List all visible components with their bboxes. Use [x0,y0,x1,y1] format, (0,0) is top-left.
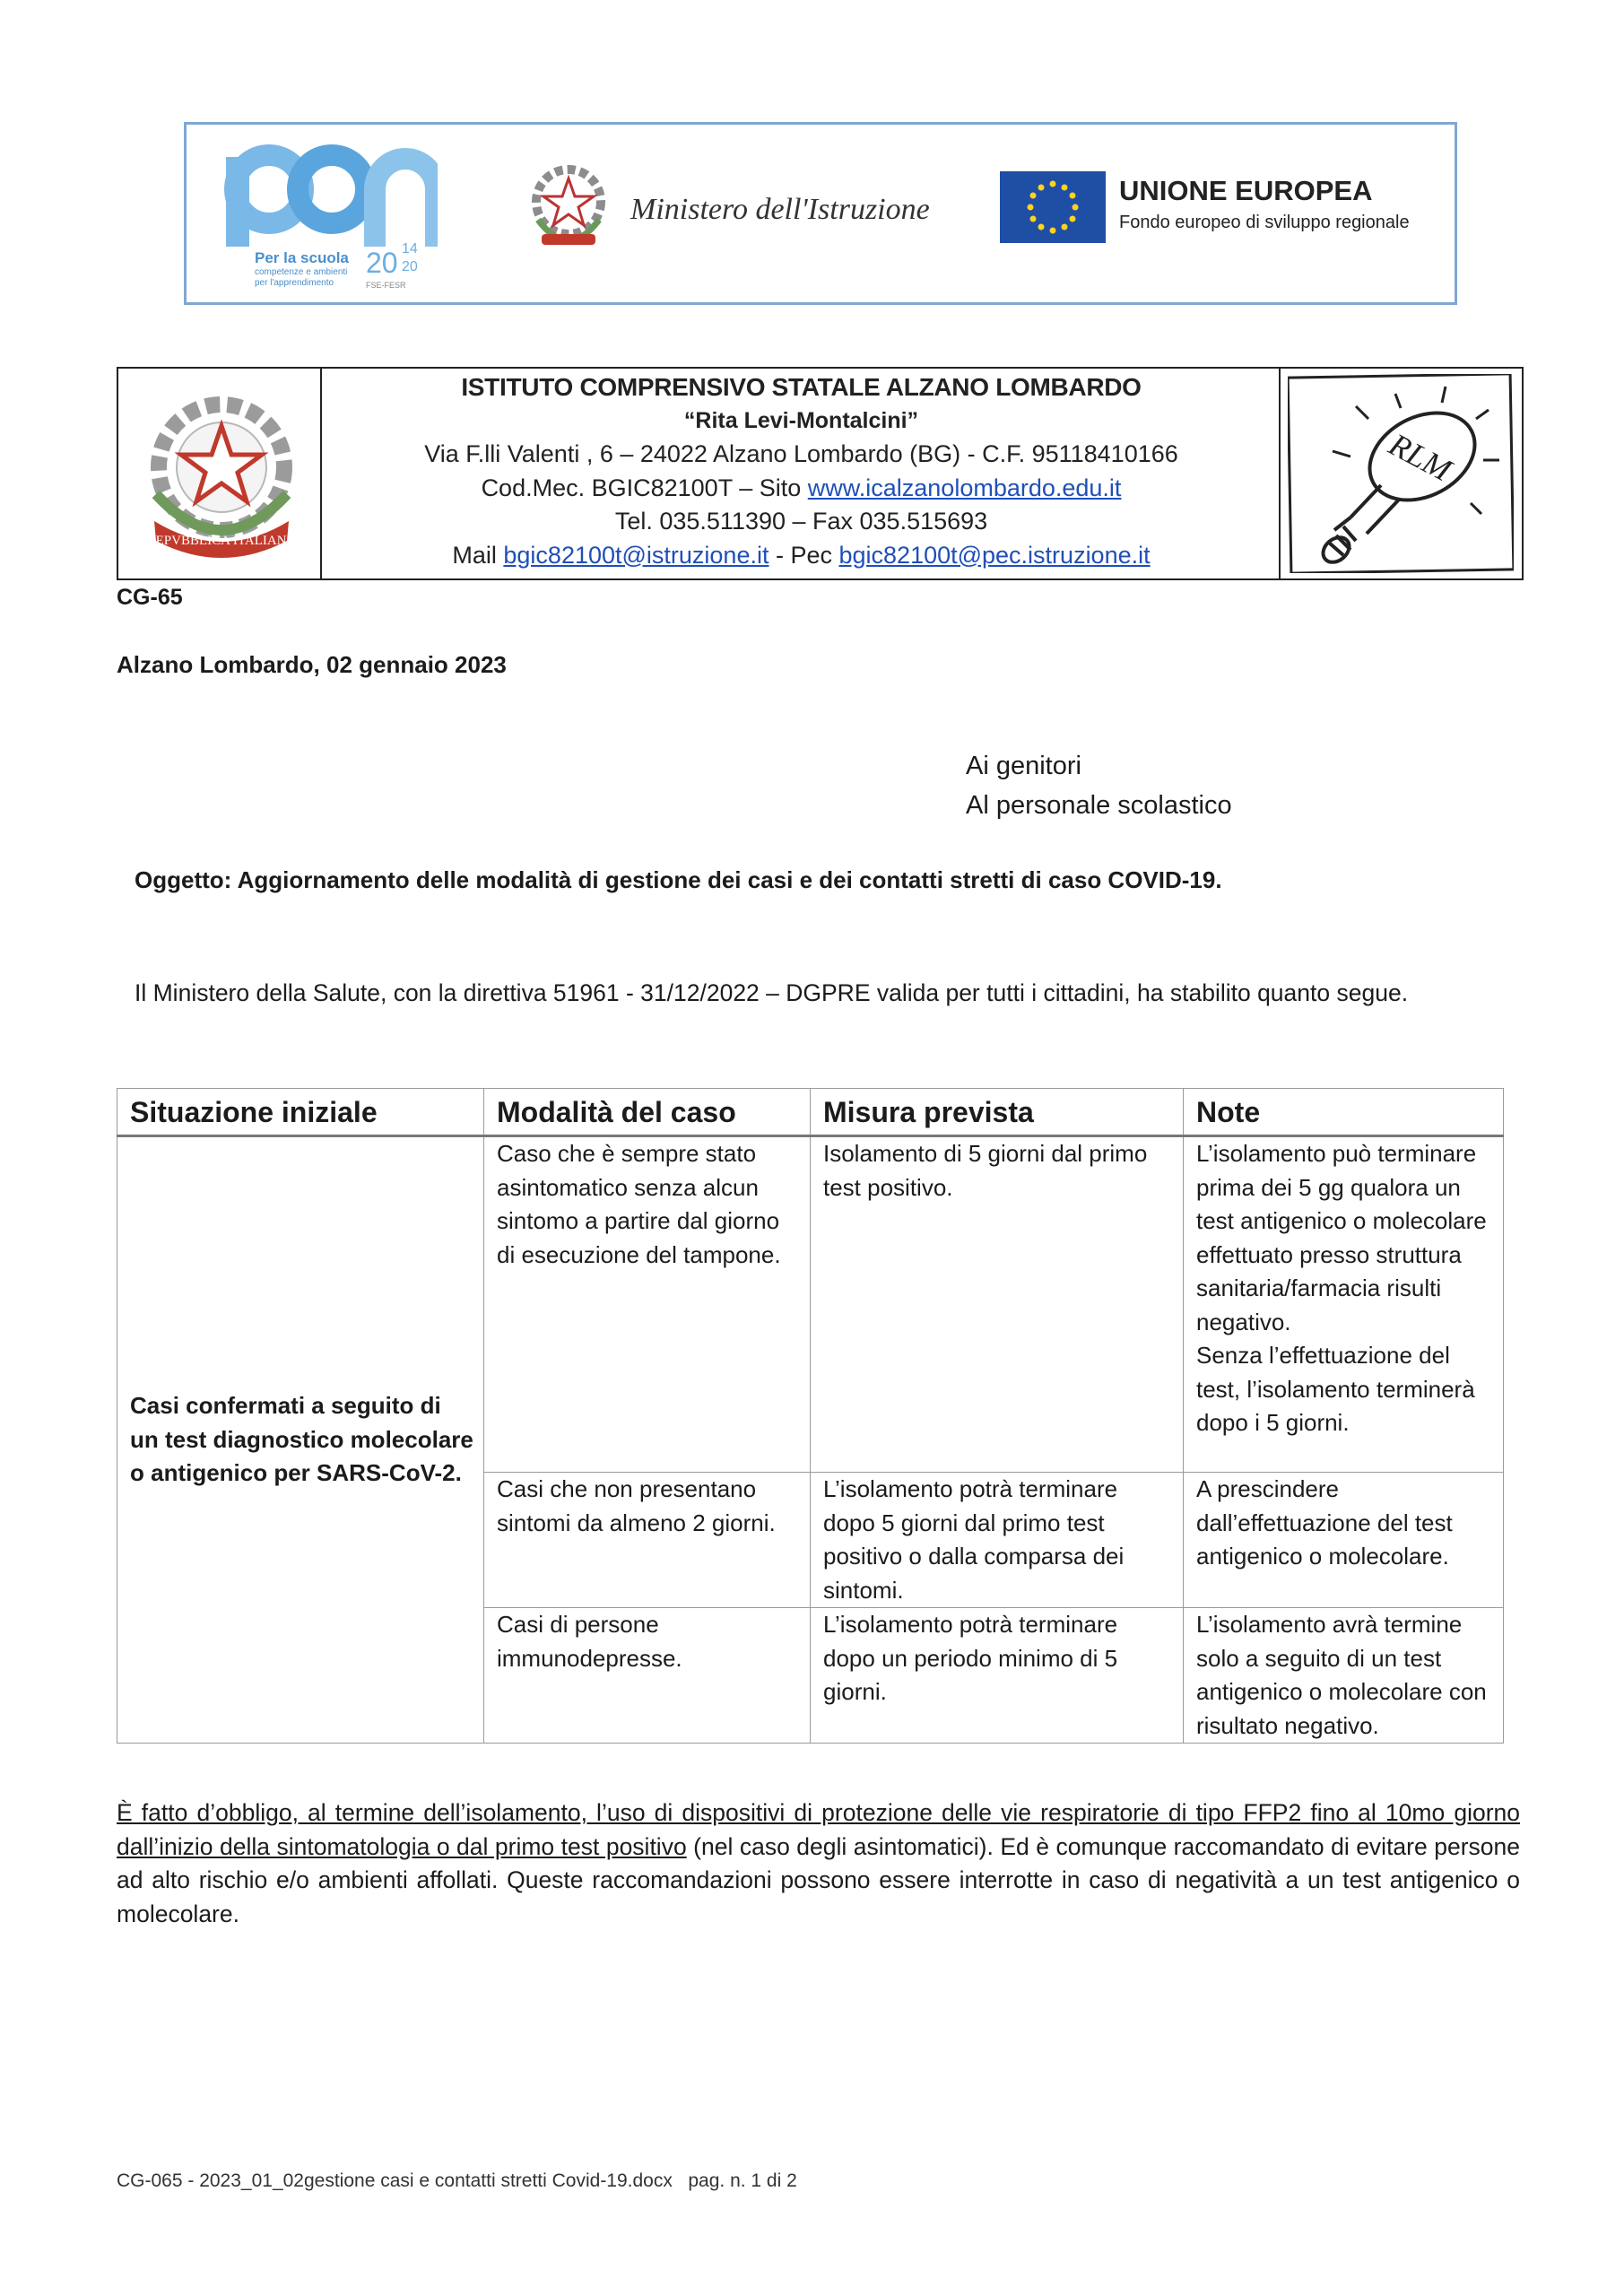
document-code: CG-65 [117,585,183,610]
cell-modalita: Caso che è sempre stato asintomatico senza alcun sintomo a partire dal giorno di esecuzione del tampone. [484,1136,811,1473]
school-name: ISTITUTO COMPRENSIVO STATALE ALZANO LOMBARDO [461,373,1142,401]
emblem-text: REPVBBLICA ITALIANA [146,534,297,548]
document-date: Alzano Lombardo, 02 gennaio 2023 [117,651,507,678]
school-phone: Tel. 035.511390 – Fax 035.515693 [614,508,988,535]
pon-years-20b: 20 [402,259,418,274]
cell-misura: L’isolamento potrà terminare dopo un periodo minimo di 5 giorni. [811,1608,1184,1744]
pon-years-20a: 20 [366,247,398,279]
table-row [117,1136,1504,1473]
page-footer: CG-065 - 2023_01_02gestione casi e contatti stretti Covid-19.docx pag. n. 1 di 2 [117,2170,797,2191]
school-letterhead [117,367,1524,580]
eu-flag [1000,171,1106,243]
eu-stars-icon [1000,171,1106,243]
cell-situation: Casi confermati a seguito di un test diagnostico molecolare o antigenico per SARS-CoV-2. [117,1136,484,1744]
school-codmec [322,472,1281,506]
school-contacts [322,539,1281,573]
cell-note: A prescindere dall’effettuazione del test antigenico o molecolare. [1184,1473,1504,1608]
ministry-name: Ministero dell'Istruzione [630,193,930,226]
mail-link[interactable]: bgic82100t@istruzione.it [503,541,769,569]
closing-rest: (nel caso degli asintomatici). Ed è comunque raccomandato di evitare persone ad alto rischio e/o ambienti affollati. Queste raccomandazioni possono essere interrotte in caso di negatività a un test antigenico o molecolare. [117,1832,1520,1927]
header-situazione: Situazione iniziale [117,1089,484,1136]
pon-subtitle-small-1: competenze e ambienti [255,267,348,277]
eu-subtitle: Fondo europeo di sviluppo regionale [1119,213,1410,232]
eu-title: UNIONE EUROPEA [1119,175,1373,206]
cell-modalita: Casi che non presentano sintomi da almeno 2 giorni. [484,1473,811,1608]
document-intro: Il Ministero della Salute, con la direttiva 51961 - 31/12/2022 – DGPRE valida per tutti i cittadini, ha stabilito quanto segue. [135,979,1409,1006]
recipient-parents: Ai genitori [966,752,1081,780]
school-address: Via F.lli Valenti , 6 – 24022 Alzano Lombardo (BG) - C.F. 95118410166 [424,440,1178,467]
cell-note: L’isolamento può terminare prima dei 5 gg qualora un test antigenico o molecolare effettuato presso struttura sanitaria/farmacia risulti negativo. Senza l’effettuazione del test, l’isolamento terminerà dopo i 5 giorni. [1184,1136,1504,1473]
lightbulb-logo-icon [1288,374,1514,573]
letterhead-text [322,369,1281,578]
covid-measures-table [117,1088,1504,1744]
pon-subtitle: Per la scuola [255,249,349,266]
letterhead-emblem-cell [118,369,322,578]
cell-misura: Isolamento di 5 giorni dal primo test positivo. [811,1136,1184,1473]
recipient-staff: Al personale scolastico [966,791,1232,820]
italian-emblem-icon [527,161,610,256]
pec-link[interactable]: bgic82100t@pec.istruzione.it [838,541,1151,569]
closing-underlined: È fatto d’obbligo, al termine dell’isolamento, l’uso di dispositivi di protezione delle vie respiratorie di tipo FFP2 fino al 10mo giorno dall’inizio della sintomatologia o dal primo test positivo [117,1799,1520,1860]
cell-modalita: Casi di persone immunodepresse. [484,1608,811,1744]
pon-fund: FSE-FESR [366,281,406,290]
table-header-row [117,1089,1504,1136]
codmec-text: Cod.Mec. BGIC82100T – Sito [481,474,808,501]
header-note: Note [1184,1089,1504,1136]
mail-label: Mail [452,541,504,569]
cell-misura: L’isolamento potrà terminare dopo 5 giorni dal primo test positivo o dalla comparsa dei sintomi. [811,1473,1184,1608]
header-misura: Misura prevista [811,1089,1184,1136]
document-subject: Oggetto: Aggiornamento delle modalità di gestione dei casi e dei contatti stretti di caso COVID-19. [135,866,1222,893]
cell-note: L’isolamento avrà termine solo a seguito di un test antigenico o molecolare con risultato negativo. [1184,1608,1504,1744]
republic-emblem-icon [136,387,307,562]
pec-label: - Pec [769,541,839,569]
letterhead-logo-cell [1279,369,1522,578]
pon-logo-shape [222,137,438,254]
website-link[interactable]: www.icalzanolombardo.edu.it [807,474,1122,501]
pon-years-14: 14 [402,241,418,257]
pon-subtitle-small-2: per l'apprendimento [255,278,334,288]
logo-letters: RLM [1383,426,1457,489]
school-motto: “Rita Levi-Montalcini” [683,407,919,433]
header-modalita: Modalità del caso [484,1089,811,1136]
closing-paragraph [117,1796,1520,1931]
pon-logo [222,137,456,290]
header-banner [184,122,1457,305]
